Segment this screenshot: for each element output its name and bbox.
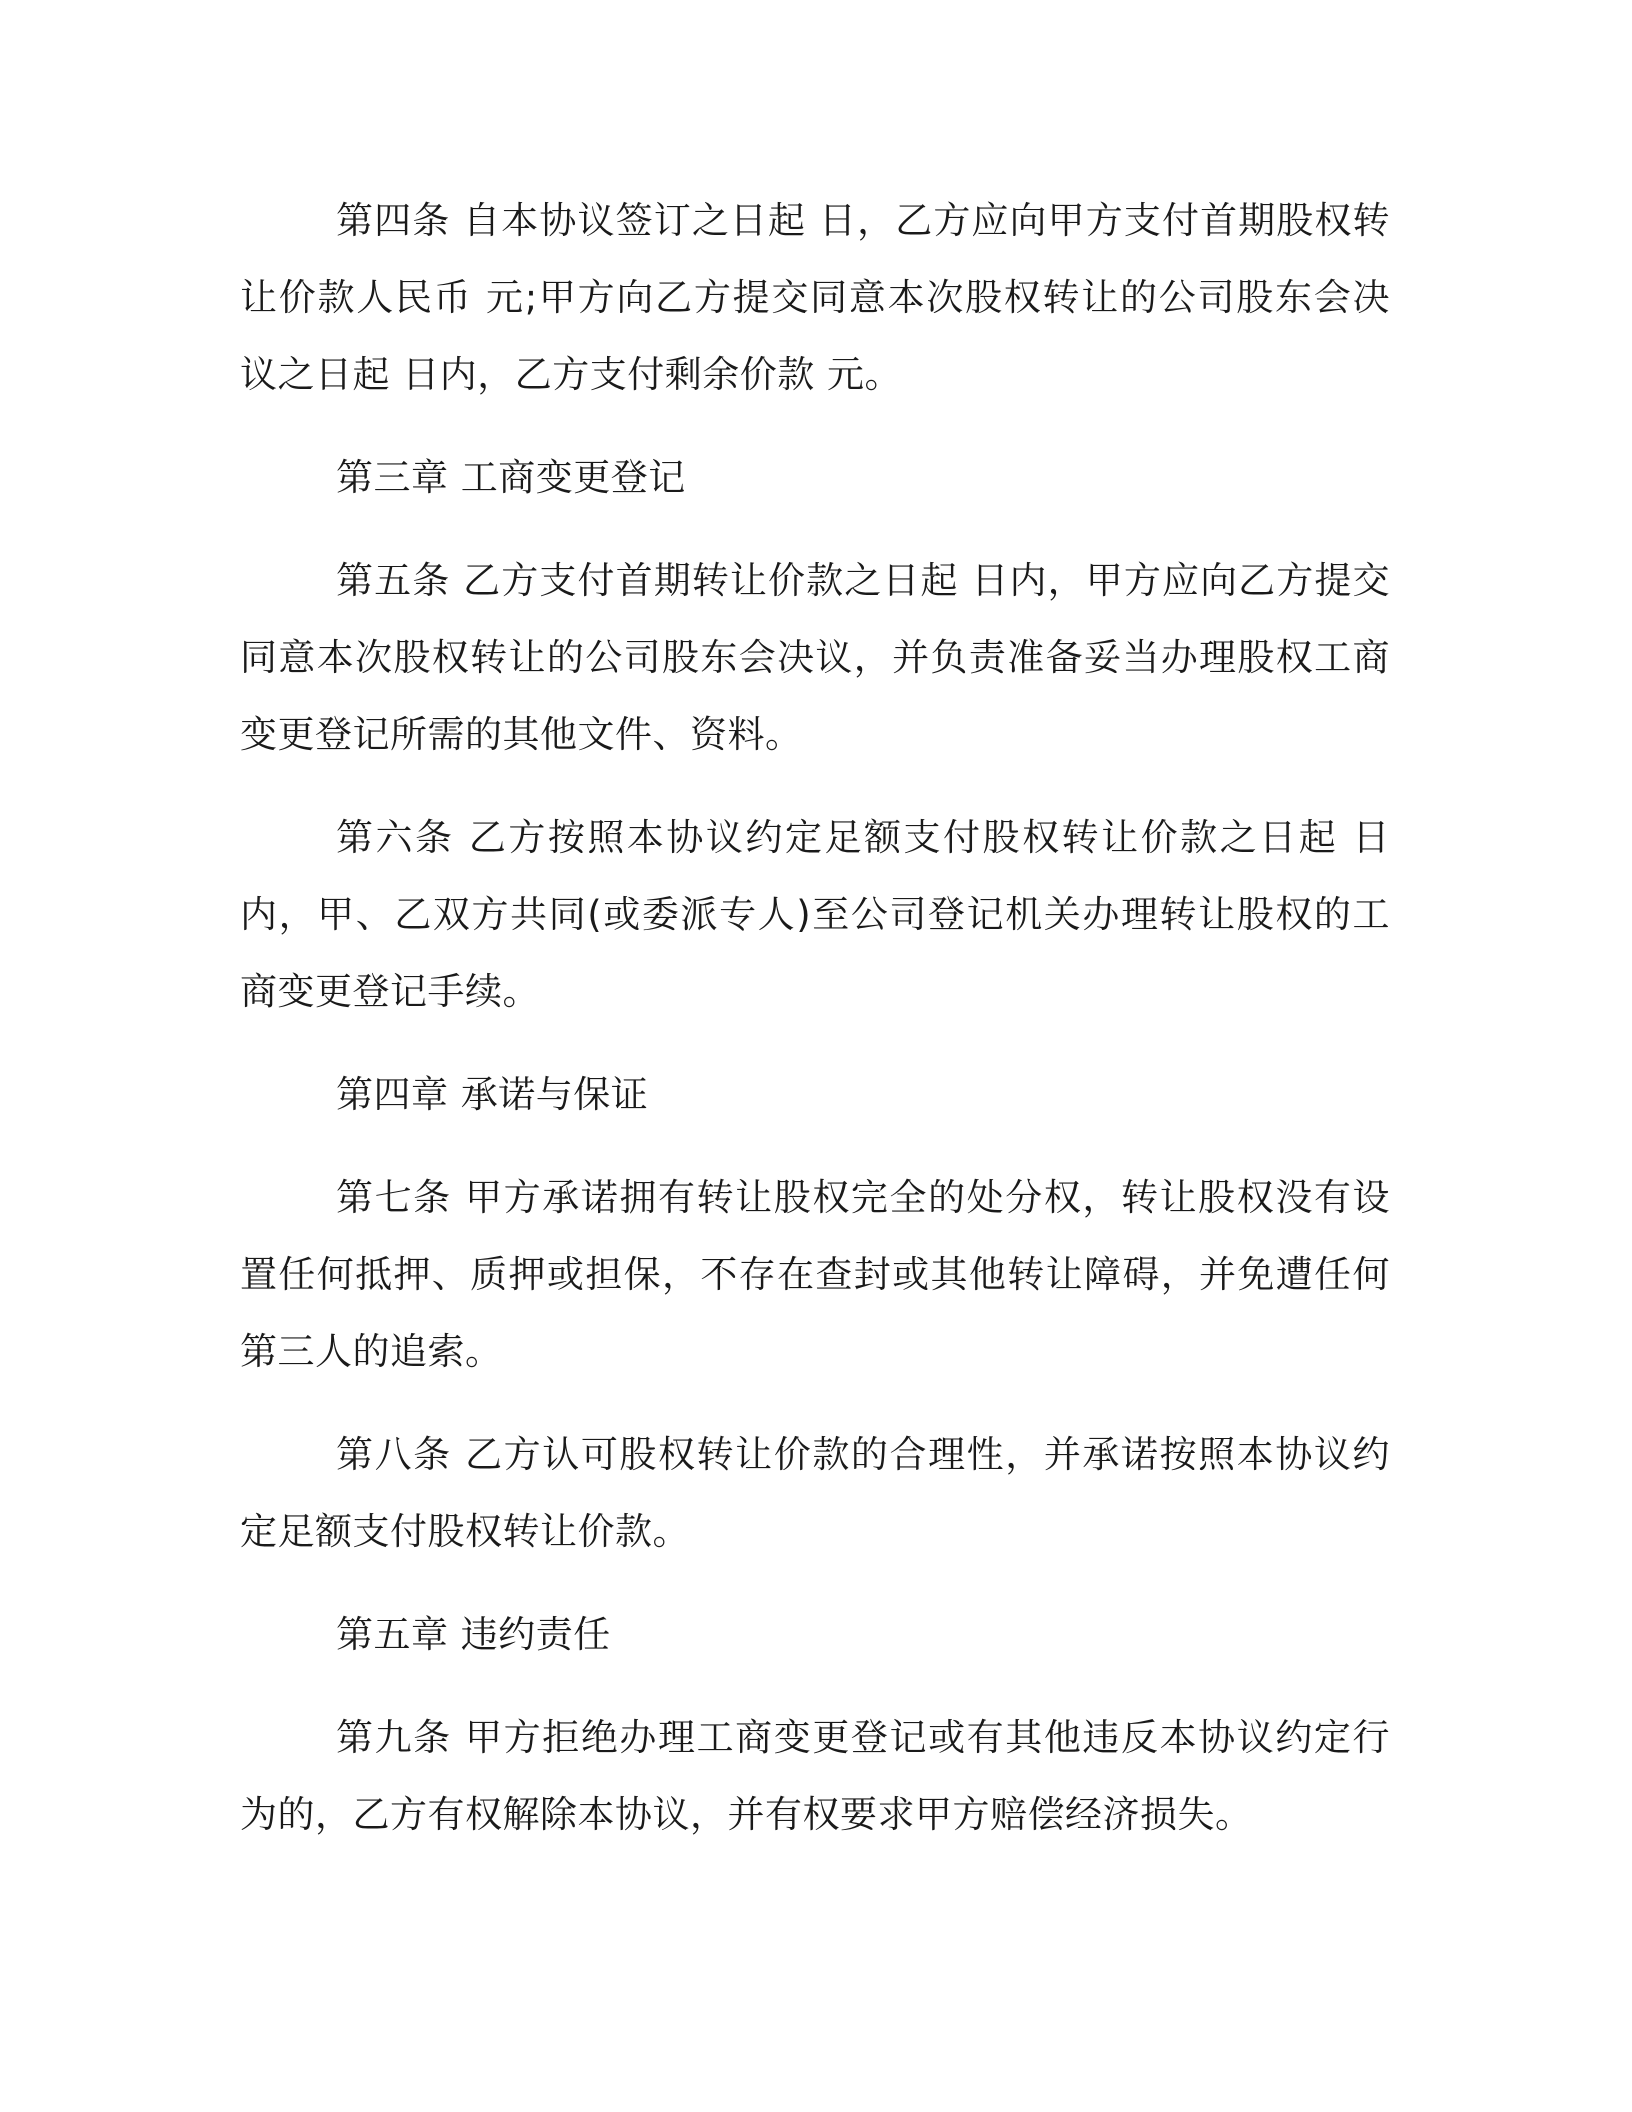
article-7-paragraph: 第七条 甲方承诺拥有转让股权完全的处分权，转让股权没有设置任何抵押、质押或担保，不存在查封或其他转让障碍，并免遭任何第三人的追索。 (240, 1176, 1390, 1373)
chapter-3-heading: 第三章 工商变更登记 (336, 456, 686, 499)
chapter-4-heading: 第四章 承诺与保证 (336, 1073, 649, 1116)
article-5-paragraph: 第五条 乙方支付首期转让价款之日起 日内，甲方应向乙方提交同意本次股权转让的公司股东会决议，并负责准备妥当办理股权工商变更登记所需的其他文件、资料。 (240, 559, 1390, 756)
article-9-paragraph: 第九条 甲方拒绝办理工商变更登记或有其他违反本协议约定行为的，乙方有权解除本协议，并有权要求甲方赔偿经济损失。 (240, 1716, 1390, 1836)
article-6-paragraph: 第六条 乙方按照本协议约定足额支付股权转让价款之日起 日内，甲、乙双方共同(或委派专人)至公司登记机关办理转让股权的工商变更登记手续。 (240, 816, 1390, 1013)
article-8-paragraph: 第八条 乙方认可股权转让价款的合理性，并承诺按照本协议约定足额支付股权转让价款。 (240, 1433, 1390, 1553)
document-body (240, 182, 1390, 1879)
chapter-5-heading: 第五章 违约责任 (336, 1613, 611, 1656)
article-4-paragraph: 第四条 自本协议签订之日起 日，乙方应向甲方支付首期股权转让价款人民币 元;甲方向乙方提交同意本次股权转让的公司股东会决议之日起 日内，乙方支付剩余价款 元。 (240, 199, 1390, 396)
